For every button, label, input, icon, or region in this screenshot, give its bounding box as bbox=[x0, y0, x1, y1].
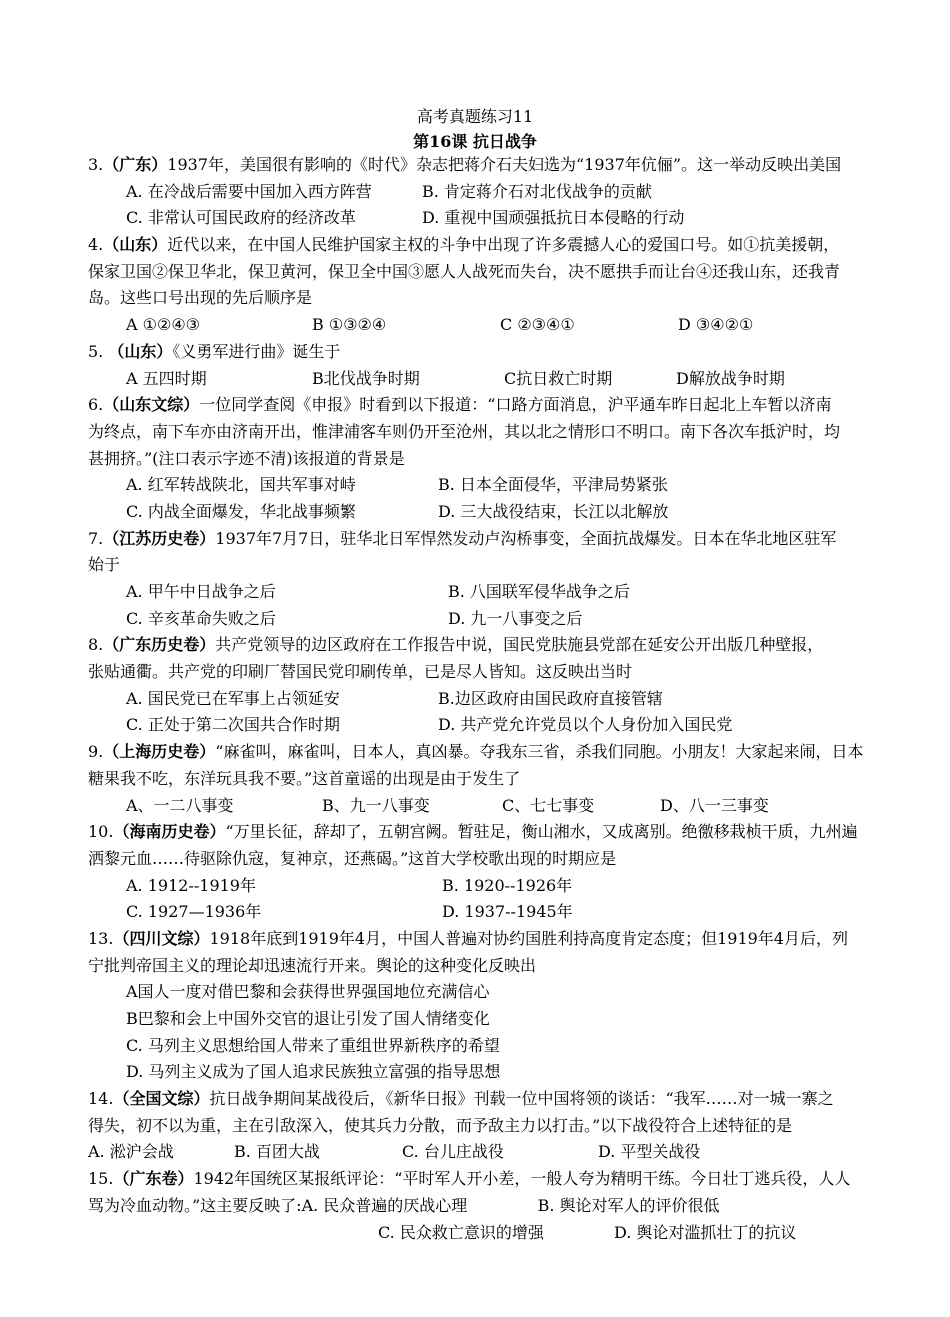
options-row: A ①②④③ B ①③②④ C ②③④① D ③④②① bbox=[126, 315, 754, 335]
lesson-title: 第16课 抗日战争 bbox=[413, 132, 537, 151]
question-9: 9.（上海历史卷）“麻雀叫，麻雀叫，日本人，真凶暴。夺我东三省，杀我们同胞。小朋友！大家起来闹，日本 bbox=[88, 742, 864, 762]
question-7: 7.（江苏历史卷）1937年7月7日，驻华北日军悍然发动卢沟桥事变，全面抗战爆发。日本在华北地区驻军 bbox=[88, 528, 837, 548]
option: B巴黎和会上中国外交官的退让引发了国人情绪变化 bbox=[126, 1009, 490, 1028]
question-text: 得失，初不以为重，主在引敌深入，使其兵力分散，而予敌主力以打击。”以下战役符合上述特征的是 bbox=[88, 1115, 793, 1135]
options-row: A. 国民党已在军事上占领延安 B.边区政府由国民政府直接管辖 bbox=[126, 688, 663, 708]
options-row: C. 正处于第二次国共合作时期 D. 共产党允许党员以个人身份加入国民党 bbox=[126, 715, 733, 735]
question-text: 保家卫国②保卫华北，保卫黄河，保卫全中国③愿人人战死而失台，决不愿拱手而让台④还我山东，还我青 bbox=[88, 261, 841, 281]
question-14: 14.（全国文综）抗日战争期间某战役后，《新华日报》刊载一位中国将领的谈话：“我军……对一城一寨之 bbox=[88, 1089, 834, 1109]
question-4: 4.（山东）近代以来，在中国人民维护国家主权的斗争中出现了许多震撼人心的爱国口号。如①抗美援朝， bbox=[88, 235, 840, 255]
options-row: A. 甲午中日战争之后 B. 八国联军侵华战争之后 bbox=[126, 582, 630, 601]
question-text: 洒黎元血……待驱除仇寇，复神京，还燕碣。”这首大学校歌出现的时期应是 bbox=[88, 848, 617, 868]
options-row: C. 民众救亡意识的增强 D. 舆论对滥抓壮丁的抗议 bbox=[378, 1222, 797, 1242]
question-10: 10.（海南历史卷）“万里长征，辞却了，五朝宫阙。暂驻足，衡山湘水，又成离别。绝徼移栽桢干质，九州遍 bbox=[88, 822, 858, 842]
question-text: 宁批判帝国主义的理论却迅速流行开来。舆论的这种变化反映出 bbox=[88, 955, 537, 975]
options-row: C. 辛亥革命失败之后 D. 九一八事变之后 bbox=[126, 608, 583, 628]
question-text: 岛。这些口号出现的先后顺序是 bbox=[88, 288, 313, 308]
question-text: 骂为冷血动物。”这主要反映了:A. 民众普遍的厌战心理 B. 舆论对军人的评价很低 bbox=[88, 1195, 720, 1215]
question-list bbox=[88, 152, 908, 1246]
options-row: A. 淞沪会战 B. 百团大战 C. 台儿庄战役 D. 平型关战役 bbox=[88, 1142, 701, 1162]
question-13: 13.（四川文综）1918年底到1919年4月，中国人普遍对协约国胜利持高度肯定态度；但1919年4月后，列 bbox=[88, 928, 848, 948]
question-15: 15.（广东卷）1942年国统区某报纸评论：“平时军人开小差，一般人夸为精明干练。今日壮丁逃兵役，人人 bbox=[88, 1169, 851, 1189]
question-8: 8.（广东历史卷）共产党领导的边区政府在工作报告中说，国民党肤施县党部在延安公开出版几种壁报， bbox=[88, 635, 824, 655]
question-text: 始于 bbox=[88, 555, 121, 575]
page-title: 高考真题练习11 bbox=[416, 107, 534, 126]
options-row: A 五四时期 B北伐战争时期 C抗日救亡时期 D解放战争时期 bbox=[126, 368, 785, 388]
question-3: 3.（广东）1937年，美国很有影响的《时代》杂志把蒋介石夫妇选为“1937年伉俪”。这一举动反映出美国 bbox=[88, 155, 842, 174]
options-row: C. 非常认可国民政府的经济改革 D. 重视中国顽强抵抗日本侵略的行动 bbox=[126, 208, 685, 228]
options-row: A. 红军转战陕北，国共军事对峙 B. 日本全面侵华，平津局势紧张 bbox=[126, 475, 668, 495]
option: A国人一度对借巴黎和会获得世界强国地位充满信心 bbox=[126, 982, 490, 1002]
option: D. 马列主义成为了国人追求民族独立富强的指导思想 bbox=[126, 1062, 501, 1082]
options-row: C. 1927—1936年 D. 1937--1945年 bbox=[126, 902, 573, 922]
question-text: 甚拥挤。”(注口表示字迹不清)该报道的背景是 bbox=[88, 448, 405, 468]
options-row: C. 内战全面爆发，华北战事频繁 D. 三大战役结束，长江以北解放 bbox=[126, 501, 669, 521]
option: C. 马列主义思想给国人带来了重组世界新秩序的希望 bbox=[126, 1035, 500, 1055]
options-row: A、一二八事变 B、九一八事变 C、七七事变 D、八一三事变 bbox=[126, 795, 769, 815]
options-row: A. 在冷战后需要中国加入西方阵营 B. 肯定蒋介石对北伐战争的贡献 bbox=[126, 181, 652, 201]
options-row: A. 1912--1919年 B. 1920--1926年 bbox=[126, 875, 573, 895]
question-text: 为终点，南下车亦由济南开出，惟津浦客车则仍开至沧州，其以北之情形口不明口。南下各次车抵沪时，均 bbox=[88, 421, 841, 441]
question-text: 糖果我不吃，东洋玩具我不要。”这首童谣的出现是由于发生了 bbox=[88, 768, 521, 788]
question-6: 6.（山东文综）一位同学查阅《申报》时看到以下报道：“口路方面消息，沪平通车昨日起北上车暂以济南 bbox=[88, 395, 832, 415]
question-5: 5. （山东）《义勇军进行曲》诞生于 bbox=[88, 341, 341, 361]
question-text: 张贴通衢。共产党的印刷厂替国民党印刷传单，已是尽人皆知。这反映出当时 bbox=[88, 662, 633, 682]
